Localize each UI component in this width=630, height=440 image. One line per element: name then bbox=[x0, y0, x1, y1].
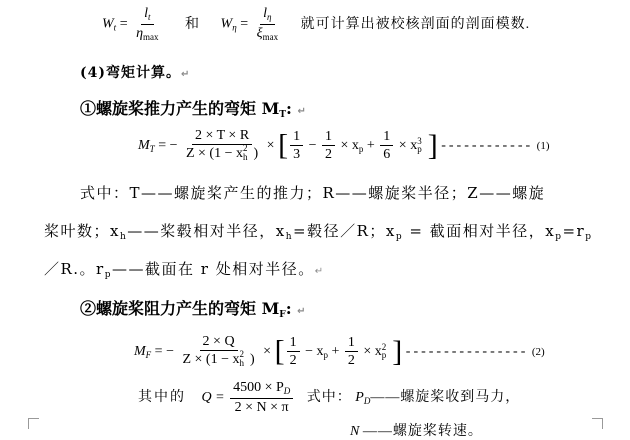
wt-numerator: l bbox=[144, 6, 148, 21]
left-bracket-2: [ bbox=[274, 334, 285, 368]
para1-line2: 桨叶数；$x_h——$桨毂相对半径，$x_h=$毂径／R；$x_p$ = 截面相对半径，$x_p=r_p$ bbox=[44, 222, 593, 242]
w-eta-symbol: W bbox=[220, 16, 233, 32]
subsection-1-heading: ①螺旋桨推力产生的弯矩 $M_T$: ↵ bbox=[80, 99, 306, 120]
equation-2-number: (2) bbox=[531, 345, 545, 358]
eq1-main-fraction: 2 × T × R $Z \times (1 - x_h$ 2 ) bbox=[185, 128, 259, 163]
equation-2: $M_F$ = − 2 × Q $Z \times (1 - x_h$ 2 ) × [ $\frac{1}{2}$ − $x_p$ + $\frac{1}{2}$ × $x_p$ 2 ] ---------------- (2) bbox=[134, 334, 545, 369]
top-formula-line: $W_t$ = $\frac{l_t}{\eta_{max}}$ 和 $W_\eta$ = $\frac{l_\eta}{\xi_{max}}$ 就可计算出被校核剖面的剖面模数. bbox=[102, 6, 531, 42]
subsection-2-heading: ②螺旋桨阻力产生的弯矩 $M_F$: ↵ bbox=[80, 299, 306, 320]
section-4-heading: (4)弯矩计算。↵ bbox=[80, 65, 191, 81]
right-bracket: ] bbox=[427, 128, 438, 162]
q-definition-line: 其中的 Q = $\frac{4500 \times P_D}{2 \times N \times \pi}$ 式中： $P_D——$螺旋桨收到马力， bbox=[138, 380, 521, 415]
left-bracket: [ bbox=[278, 128, 289, 162]
wt-fraction: $\frac{l_t}{\eta_{max}}$ bbox=[136, 6, 159, 42]
eq2-main-fraction: 2 × Q $Z \times (1 - x_h$ 2 ) bbox=[182, 334, 255, 369]
equation-1: $M_T$ = − 2 × T × R $Z \times (1 - x_h$ 2 ) × [ $\frac{1}{3}$ − $\frac{1}{2}$ × $x_p$ + $\frac{1}{6}$ × $x_p$ 3 ] ------------ (1) bbox=[138, 128, 550, 163]
q-fraction: $\frac{4500 \times P_D}{2 \times N \times \pi}$ bbox=[230, 380, 293, 415]
equation-1-number: (1) bbox=[536, 139, 550, 152]
w-t-subscript: t bbox=[113, 22, 117, 33]
w-t-symbol: W bbox=[102, 16, 114, 32]
n-definition-line: N ——螺旋桨转速。 bbox=[350, 424, 483, 439]
weta-fraction: $\frac{l_\eta}{\xi_{max}}$ bbox=[256, 6, 279, 42]
page-corner-mark-left bbox=[28, 418, 39, 429]
para1-line1: 式中：T——螺旋桨产生的推力；R——螺旋桨半径；Z——螺旋 bbox=[80, 184, 546, 202]
page-corner-mark-right bbox=[592, 418, 603, 429]
para1-line3: ／R.。$r_p——$截面在 r 处相对半径。↵ bbox=[44, 260, 325, 280]
top-formula-text: 就可计算出被校核剖面的剖面模数. bbox=[300, 16, 531, 32]
eq1-leader-dashes: ------------ bbox=[441, 137, 534, 153]
eq2-leader-dashes: ---------------- bbox=[405, 343, 529, 359]
right-bracket-2: ] bbox=[392, 334, 403, 368]
and-word: 和 bbox=[185, 16, 200, 32]
wt-denominator: η bbox=[136, 25, 144, 41]
